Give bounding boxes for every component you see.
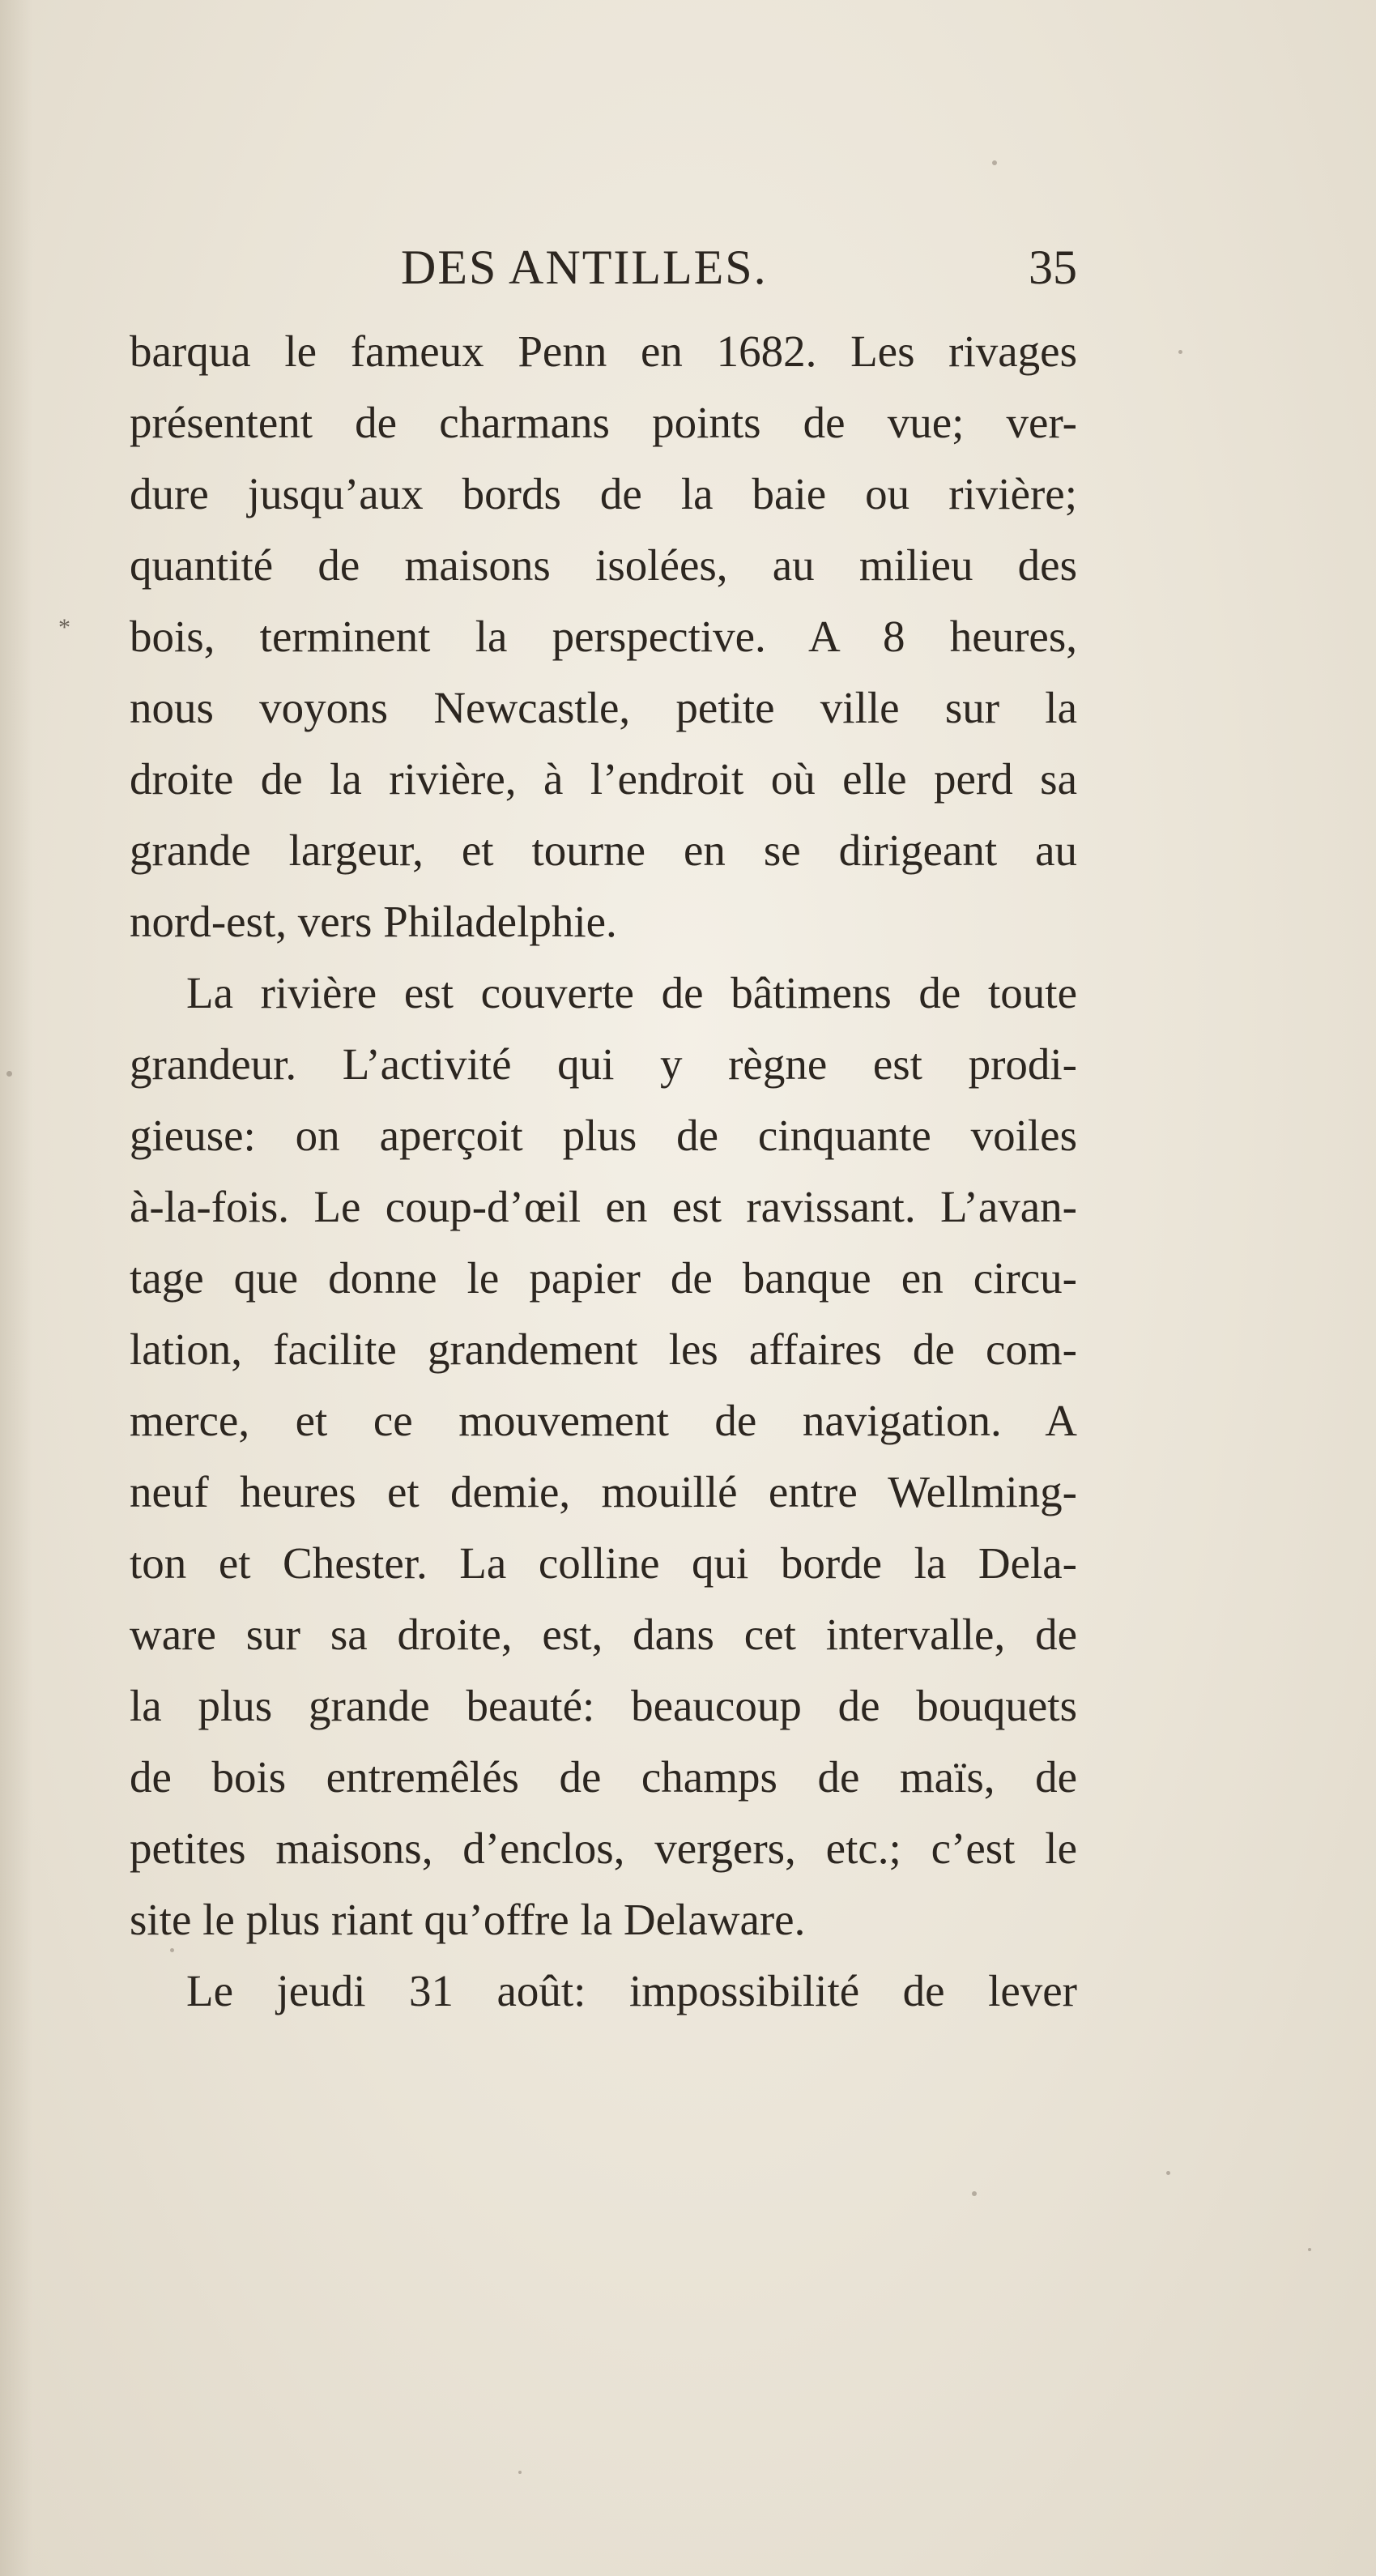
text-line: quantité de maisons isolées, au milieu des [130,540,1077,590]
paper-speck [1178,350,1182,354]
text-line: la plus grande beauté: beaucoup de bouquets [130,1681,1077,1730]
text-line: gieuse: on aperçoit plus de cinquante voiles [130,1111,1077,1160]
text-line: à-la-fois. Le coup-d’œil en est ravissant. L’avan- [130,1182,1077,1231]
text-line: ton et Chester. La colline qui borde la Dela- [130,1538,1077,1588]
paragraph-start-line: La rivière est couverte de bâtimens de toute [186,968,1077,1017]
running-title: DES ANTILLES. [401,241,768,294]
paragraph-start-line: Le jeudi 31 août: impossibilité de lever [186,1966,1077,2015]
running-head [130,240,1077,296]
text-line: barqua le fameux Penn en 1682. Les rivages [130,326,1077,376]
text-line: bois, terminent la perspective. A 8 heures, [130,612,1077,661]
text-line: tage que donne le papier de banque en circu- [130,1253,1077,1303]
text-line: petites maisons, d’enclos, vergers, etc.; c’est le [130,1823,1077,1873]
text-line: droite de la rivière, à l’endroit où elle perd sa [130,754,1077,804]
text-line: merce, et ce mouvement de navigation. A [130,1396,1077,1445]
text-line: grande largeur, et tourne en se dirigeant au [130,825,1077,875]
body-text [130,316,1077,2027]
text-line: ware sur sa droite, est, dans cet intervalle, de [130,1610,1077,1659]
text-line: grandeur. L’activité qui y règne est prodi- [130,1039,1077,1089]
paper-speck [992,160,997,165]
paper-speck [1308,2248,1311,2251]
margin-mark: * [58,614,70,641]
text-line: nord-est, vers Philadelphie. [130,897,617,946]
text-line: présentent de charmans points de vue; ver- [130,398,1077,447]
paper-speck [518,2471,522,2474]
text-line: lation, facilite grandement les affaires de com- [130,1324,1077,1374]
text-line: nous voyons Newcastle, petite ville sur la [130,683,1077,732]
text-line: neuf heures et demie, mouillé entre Wellming- [130,1467,1077,1516]
page-number: 35 [1029,241,1077,294]
page-edge-shadow [0,0,32,2576]
paper-speck [972,2191,977,2196]
text-line: dure jusqu’aux bords de la baie ou rivière; [130,469,1077,518]
paper-speck [6,1071,12,1077]
paper-speck [1166,2171,1170,2175]
text-line: site le plus riant qu’offre la Delaware. [130,1895,806,1944]
text-line: de bois entremêlés de champs de maïs, de [130,1752,1077,1802]
